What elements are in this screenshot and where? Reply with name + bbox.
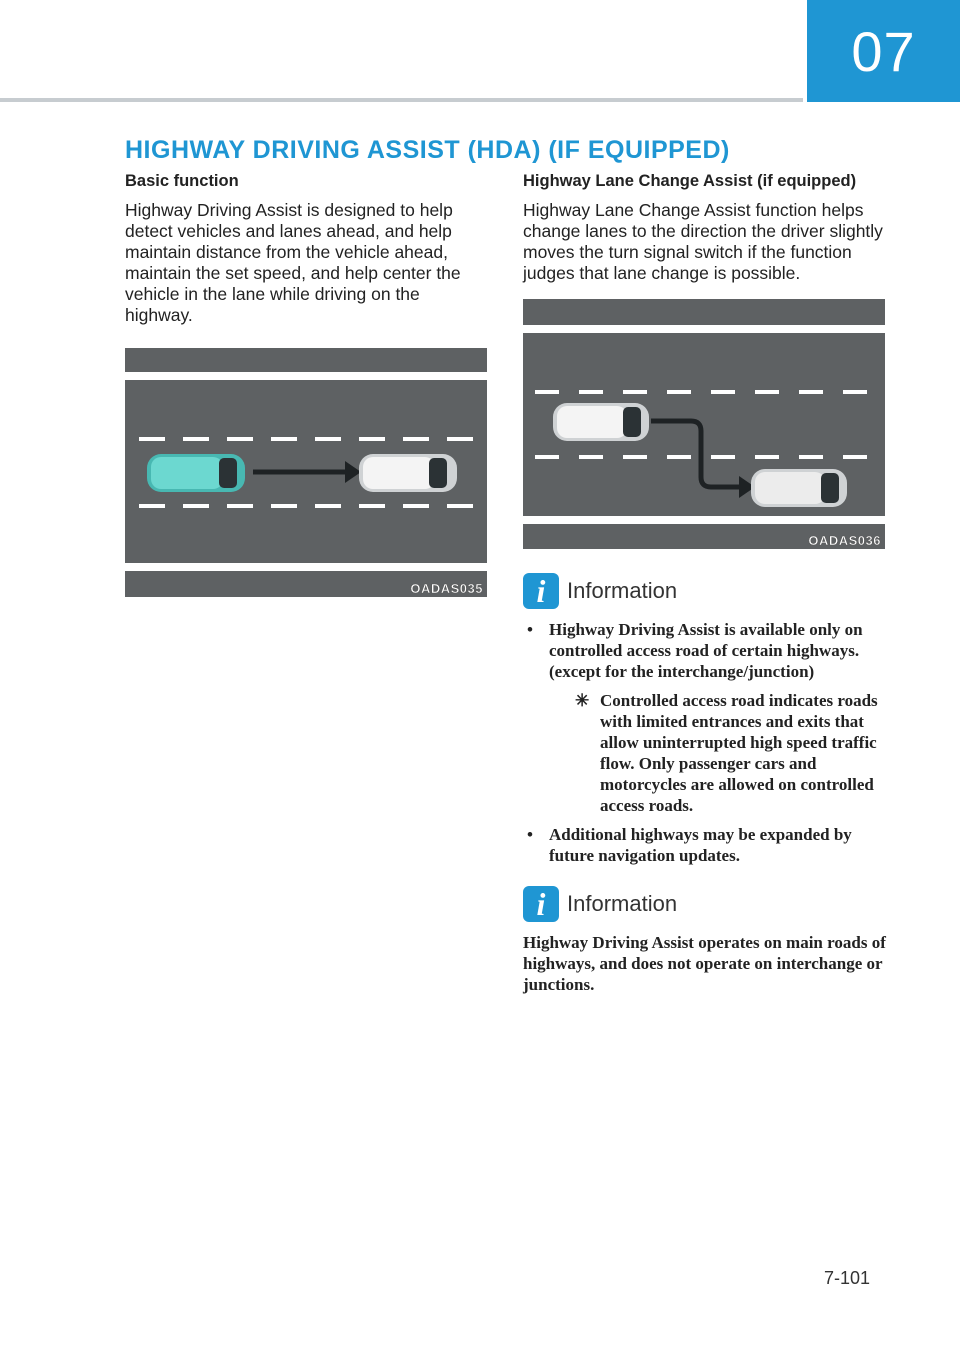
lane-change-illustration bbox=[523, 299, 885, 549]
lane-keeping-illustration bbox=[125, 348, 487, 597]
info-icon: i bbox=[523, 573, 559, 609]
right-column bbox=[523, 172, 888, 995]
info-icon: i bbox=[523, 886, 559, 922]
lead-car bbox=[359, 454, 457, 492]
header-rule bbox=[0, 98, 803, 102]
figure-lane-change bbox=[523, 299, 885, 549]
ego-car bbox=[147, 454, 245, 492]
information-header bbox=[523, 573, 888, 609]
basic-function-heading: Basic function bbox=[125, 172, 239, 190]
figure-code: OADAS036 bbox=[808, 533, 881, 548]
lane-change-text: Highway Lane Change Assist function helps change lanes to the direction the driver slightly moves the turn signal switch if the function judges that lane change is possible. bbox=[523, 200, 883, 283]
basic-function-text: Highway Driving Assist is designed to help detect vehicles and lanes ahead, and help maintain distance from the vehicle ahead, maintain the set speed, and help center the vehicle in the lane while driving on the highway. bbox=[125, 200, 461, 325]
note-text: Controlled access road indicates roads with limited entrances and exits that allow uninterrupted high speed traffic flow. Only passenger cars and motorcycles are allowed on controlled access roads. bbox=[600, 691, 878, 815]
list-item bbox=[523, 824, 888, 866]
figure-code: OADAS035 bbox=[410, 581, 483, 596]
chapter-tab bbox=[807, 0, 960, 102]
section-title: HIGHWAY DRIVING ASSIST (HDA) (IF EQUIPPED) bbox=[125, 136, 730, 164]
information-list bbox=[523, 619, 888, 866]
figure-lane-keeping bbox=[125, 348, 487, 597]
information-title: Information bbox=[567, 891, 678, 916]
information-text: Highway Driving Assist operates on main roads of highways, and does not operate on interchange or junctions. bbox=[523, 933, 886, 994]
car-after-change bbox=[751, 469, 847, 507]
bullet-text: Additional highways may be expanded by future navigation updates. bbox=[549, 825, 852, 865]
page-number: 7-101 bbox=[824, 1268, 871, 1288]
list-item bbox=[523, 619, 888, 816]
information-title: Information bbox=[567, 578, 678, 603]
chapter-number: 07 bbox=[851, 19, 916, 83]
information-box-2 bbox=[523, 886, 888, 995]
note-symbol: ✳ bbox=[575, 691, 590, 710]
car-before-change bbox=[553, 403, 649, 441]
note bbox=[575, 690, 888, 816]
information-header bbox=[523, 886, 888, 922]
information-box-1 bbox=[523, 573, 888, 866]
lane-change-heading: Highway Lane Change Assist (if equipped) bbox=[523, 172, 857, 190]
bullet-text: Highway Driving Assist is available only on controlled access road of certain highways. (except for the interchange/junction) bbox=[549, 620, 863, 681]
left-column bbox=[125, 172, 490, 597]
